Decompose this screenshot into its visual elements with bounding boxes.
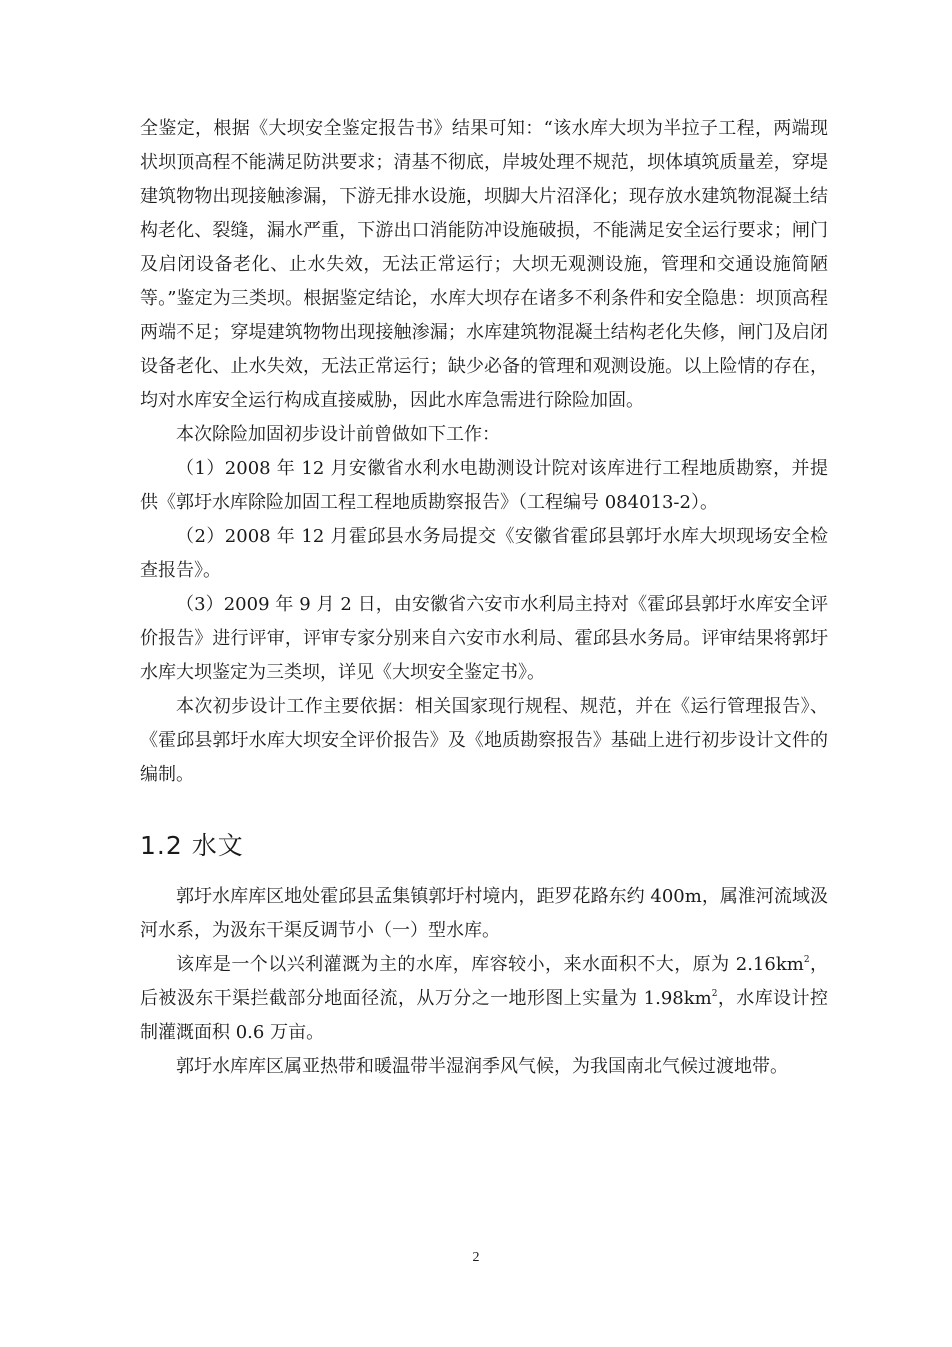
paragraph-reservoir-location: 郭圩水库库区地处霍邱县孟集镇郭圩村境内，距罗花路东约 400m，属淮河流域汲河水系，为汲东干渠反调节小（一）型水库。	[140, 886, 828, 941]
paragraph-preliminary-work-intro: 本次除险加固初步设计前曾做如下工作：	[176, 424, 500, 445]
paragraph-climate: 郭圩水库库区属亚热带和暖温带半湿润季风气候，为我国南北气候过渡地带。	[176, 1056, 788, 1077]
page-number: 2	[472, 1250, 480, 1265]
catchment-text-part-3: ，水库设计控制灌溉面积 0.6 万亩。	[140, 988, 828, 1043]
superscript-square: 2	[803, 955, 810, 965]
catchment-text-part-2: ，后被汲东干渠拦截部分地面径流，从万分之一地形图上实量为 1.98km	[140, 954, 828, 1009]
paragraph-work-item-2: （2）2008 年 12 月霍邱县水务局提交《安徽省霍邱县郭圩水库大坝现场安全检查报告》。	[140, 526, 828, 581]
paragraph-safety-appraisal: 全鉴定，根据《大坝安全鉴定报告书》结果可知：“该水库大坝为半拉子工程，两端现状坝顶高程不能满足防洪要求；清基不彻底，岸坡处理不规范，坝体填筑质量差，穿堤建筑物物出现接触渗漏，下游无排水设施，坝脚大片沼泽化；现存放水建筑物混凝土结构老化、裂缝，漏水严重，下游出口消能防冲设施破损，不能满足安全运行要求；闸门及启闭设备老化、止水失效，无法正常运行；大坝无观测设施，管理和交通设施简陋等。”鉴定为三类坝。根据鉴定结论，水库大坝存在诸多不利条件和安全隐患：坝顶高程两端不足；穿堤建筑物物出现接触渗漏；水库建筑物混凝土结构老化失修，闸门及启闭设备老化、止水失效，无法正常运行；缺少必备的管理和观测设施。以上险情的存在，均对水库安全运行构成直接威胁，因此水库急需进行除险加固。	[140, 118, 828, 411]
section-heading-hydrology: 1.2 水文	[140, 831, 244, 860]
paragraph-catchment-area	[140, 948, 828, 1050]
paragraph-work-item-3: （3）2009 年 9 月 2 日，由安徽省六安市水利局主持对《霍邱县郭圩水库安全评价报告》进行评审，评审专家分别来自六安市水利局、霍邱县水务局。评审结果将郭圩水库大坝鉴定为三类坝，详见《大坝安全鉴定书》。	[140, 594, 828, 683]
paragraph-design-basis: 本次初步设计工作主要依据：相关国家现行规程、规范，并在《运行管理报告》、《霍邱县郭圩水库大坝安全评价报告》及《地质勘察报告》基础上进行初步设计文件的编制。	[140, 696, 828, 785]
superscript-square: 2	[711, 989, 718, 999]
paragraph-work-item-1: （1）2008 年 12 月安徽省水利水电勘测设计院对该库进行工程地质勘察，并提供《郭圩水库除险加固工程工程地质勘察报告》（工程编号 084013-2）。	[140, 458, 828, 513]
page-body	[140, 112, 828, 1084]
catchment-text-part-1: 该库是一个以兴利灌溉为主的水库，库容较小，来水面积不大，原为 2.16km	[176, 954, 804, 975]
